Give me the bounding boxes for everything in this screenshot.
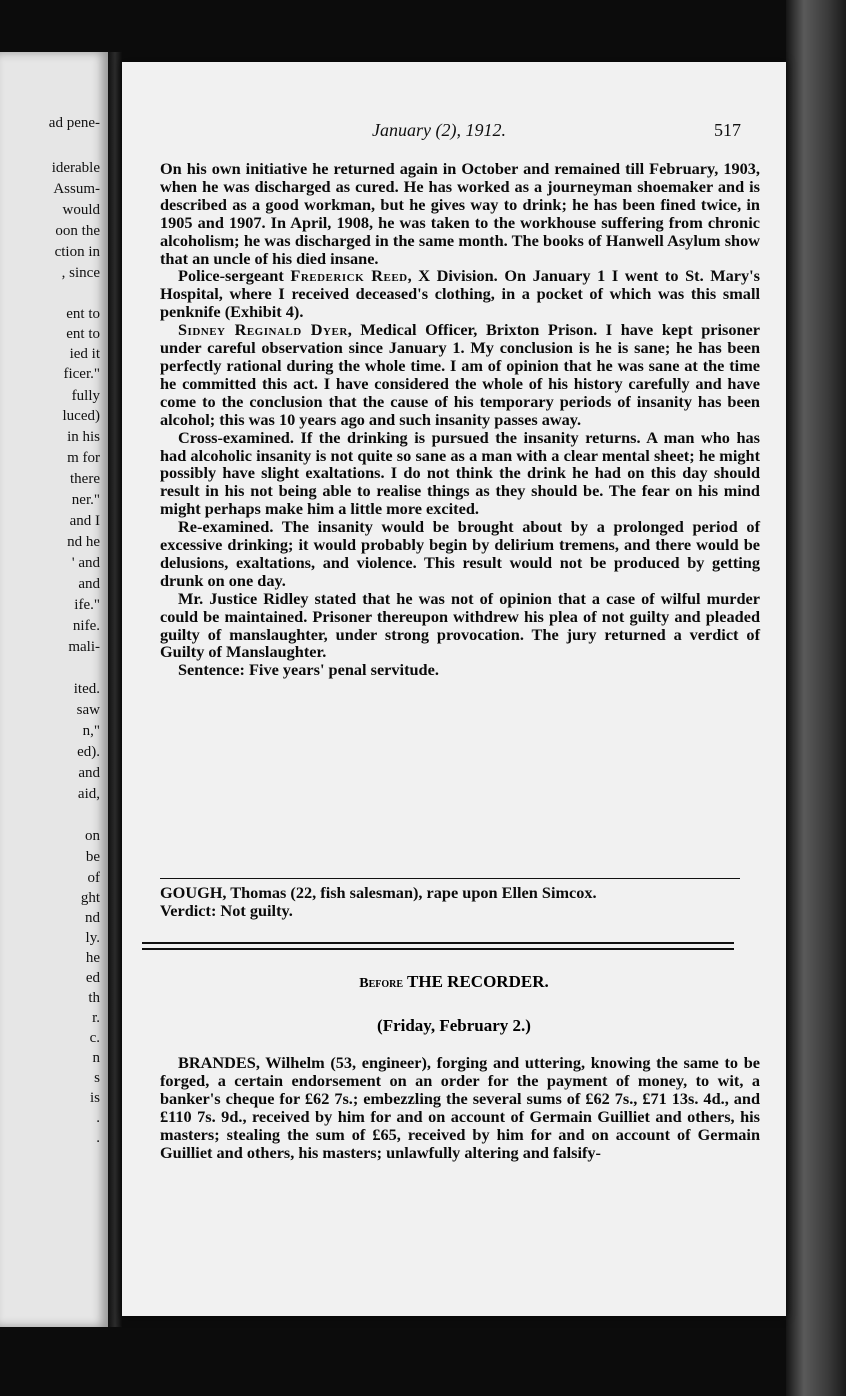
facing-page-fragment: ited. bbox=[73, 681, 100, 697]
page-number: 517 bbox=[714, 120, 741, 140]
paragraph: Cross-examined. If the drinking is pursued the insanity returns. A man who has had alcoholic insanity is not quite so sane as a man with a clear mental sheet; he might possibly have slight exaltations. I do not think the drink he had on this day should result in his not being able to realise things as they should be. The fear on his mind might perhaps make him a little more excited. bbox=[160, 427, 760, 519]
facing-page-fragment: iderable bbox=[51, 160, 100, 176]
facing-page-fragment: m for bbox=[67, 450, 100, 466]
facing-page-fragment: he bbox=[85, 950, 100, 966]
facing-page-fragment: mali- bbox=[68, 639, 100, 655]
facing-page-fragment: fully bbox=[71, 388, 100, 404]
facing-page-fragment: ' and bbox=[71, 555, 100, 571]
facing-page-fragment: ficer." bbox=[63, 366, 100, 382]
facing-page-fragment: oon the bbox=[55, 223, 100, 239]
hearing-date: (Friday, February 2.) bbox=[377, 1016, 531, 1035]
facing-page-fragment: aid, bbox=[77, 786, 100, 802]
facing-page-fragment: . bbox=[96, 1110, 100, 1126]
facing-page-fragment: ent to bbox=[66, 326, 100, 342]
facing-page-fragment: Assum- bbox=[53, 181, 100, 197]
facing-page-fragment: ction in bbox=[54, 244, 100, 260]
facing-page-fragment: saw bbox=[76, 702, 100, 718]
facing-page-fragment: is bbox=[89, 1090, 100, 1106]
facing-page-fragment: in his bbox=[67, 429, 100, 445]
facing-page-fragment: s bbox=[94, 1070, 100, 1086]
verdict-line: Verdict: Not guilty. bbox=[160, 900, 293, 920]
brandes-case: BRANDES, Wilhelm (53, engineer), forging and uttering, knowing the same to be forged, a certain endorsement on an order for the payment of money, to wit, a banker's cheque for £62 7s.; embezzling the several sums of £62 7s., £71 13s. 4d., and £110 7s. 9d., received by him for and on account of Germain Guilliet and others, his masters; stealing the sum of £65, received by him for and on account of Germain Guilliet and others, his masters; unlawfully altering and falsify- bbox=[160, 1053, 760, 1162]
facing-page-fragment: and I bbox=[69, 513, 100, 529]
court-heading: Before THE RECORDER. bbox=[359, 972, 549, 991]
facing-page-fragment: c. bbox=[89, 1030, 100, 1046]
facing-page-fragment: ied it bbox=[69, 346, 100, 362]
facing-page-fragment: nd he bbox=[67, 534, 100, 550]
facing-page-fragment: and bbox=[78, 765, 100, 781]
running-header bbox=[122, 120, 786, 146]
section-divider bbox=[160, 878, 740, 879]
witness-name: Frederick Reed bbox=[290, 266, 408, 286]
sentence-line: Sentence: Five years' penal servitude. bbox=[178, 660, 439, 680]
facing-page-fragment: there bbox=[70, 471, 100, 487]
facing-page-fragment: ad pene- bbox=[48, 115, 100, 131]
facing-page-fragment: ed bbox=[85, 970, 100, 986]
double-rule bbox=[142, 942, 734, 950]
facing-page-fragment: and bbox=[78, 576, 100, 592]
paragraph: On his own initiative he returned again in October and remained till February, 1903, when he was discharged as cured. He has worked as a journeyman shoemaker and is described as a good workman, but he gives way to drink; he has been fined twice, in 1905 and 1907. In April, 1908, he was taken to the workhouse suffering from chronic alcoholism; he was discharged in the same month. The books of Hanwell Asylum show that an uncle of his died insane. bbox=[160, 159, 760, 268]
facing-page-fragment: luced) bbox=[62, 408, 100, 424]
facing-page-fragment: th bbox=[88, 990, 100, 1006]
case-heading: GOUGH, Thomas (22, fish salesman), rape upon Ellen Simcox. bbox=[160, 883, 597, 902]
facing-page-fragment: ner." bbox=[71, 492, 100, 508]
facing-page-fragment: n," bbox=[82, 723, 100, 739]
defendant-name: BRANDES bbox=[178, 1053, 256, 1072]
facing-page-fragment: be bbox=[85, 849, 100, 865]
gough-case bbox=[160, 884, 760, 920]
paragraph: Police-sergeant Frederick Reed, X Division. On January 1 I went to St. Mary's Hospital, where I received deceased's clothing, in a pocket of which was this small penknife (Exhibit 4). bbox=[160, 266, 760, 322]
book-gutter bbox=[108, 52, 122, 1327]
facing-page-fragment: of bbox=[87, 870, 100, 886]
facing-page-fragment: r. bbox=[92, 1010, 100, 1026]
facing-page-fragment: nife. bbox=[72, 618, 100, 634]
facing-page-fragment: ent to bbox=[66, 306, 100, 322]
facing-page-fragment: would bbox=[62, 202, 100, 218]
witness-name: Sidney Reginald Dyer bbox=[178, 320, 348, 340]
testimony-text bbox=[160, 160, 760, 679]
paragraph: Mr. Justice Ridley stated that he was not of opinion that a case of wilful murder could be maintained. Prisoner thereupon withdrew his plea of not guilty and pleaded guilty of manslaughter, under strong provocation. The jury returned a verdict of Guilty of Manslaughter. bbox=[160, 588, 760, 662]
page-edge-shadow bbox=[786, 0, 846, 1396]
paragraph: Re-examined. The insanity would be brought about by a prolonged period of excessive drinking; it would probably begin by delirium tremens, and there would be delusions, exaltations, and violence. This result would not be produced by getting drunk on one day. bbox=[160, 517, 760, 590]
paragraph: Sidney Reginald Dyer, Medical Officer, Brixton Prison. I have kept prisoner under careful observation since January 1. My conclusion is he is sane; he has been perfectly rational during the whole time. I am of opinion that he was sane at the time he committed this act. I have considered the whole of his history carefully and have come to the conclusion that the cause of his temporary periods of insanity has been alcohol; this was 10 years ago and such insanity passes away. bbox=[160, 320, 760, 429]
facing-page-fragment: ife." bbox=[74, 597, 100, 613]
facing-page-fragment: . bbox=[96, 1130, 100, 1146]
facing-page-fragment: ly. bbox=[85, 930, 100, 946]
facing-page-fragment: nd bbox=[85, 910, 100, 926]
facing-page-fragment: ght bbox=[80, 890, 100, 906]
book-page bbox=[122, 62, 786, 1316]
facing-page-fragment: , since bbox=[61, 265, 100, 281]
facing-page-fragment: ed). bbox=[77, 744, 100, 760]
facing-page bbox=[0, 52, 108, 1327]
header-date: January (2), 1912. bbox=[372, 120, 506, 140]
facing-page-fragment: n bbox=[92, 1050, 100, 1066]
facing-page-fragment: on bbox=[85, 828, 100, 844]
